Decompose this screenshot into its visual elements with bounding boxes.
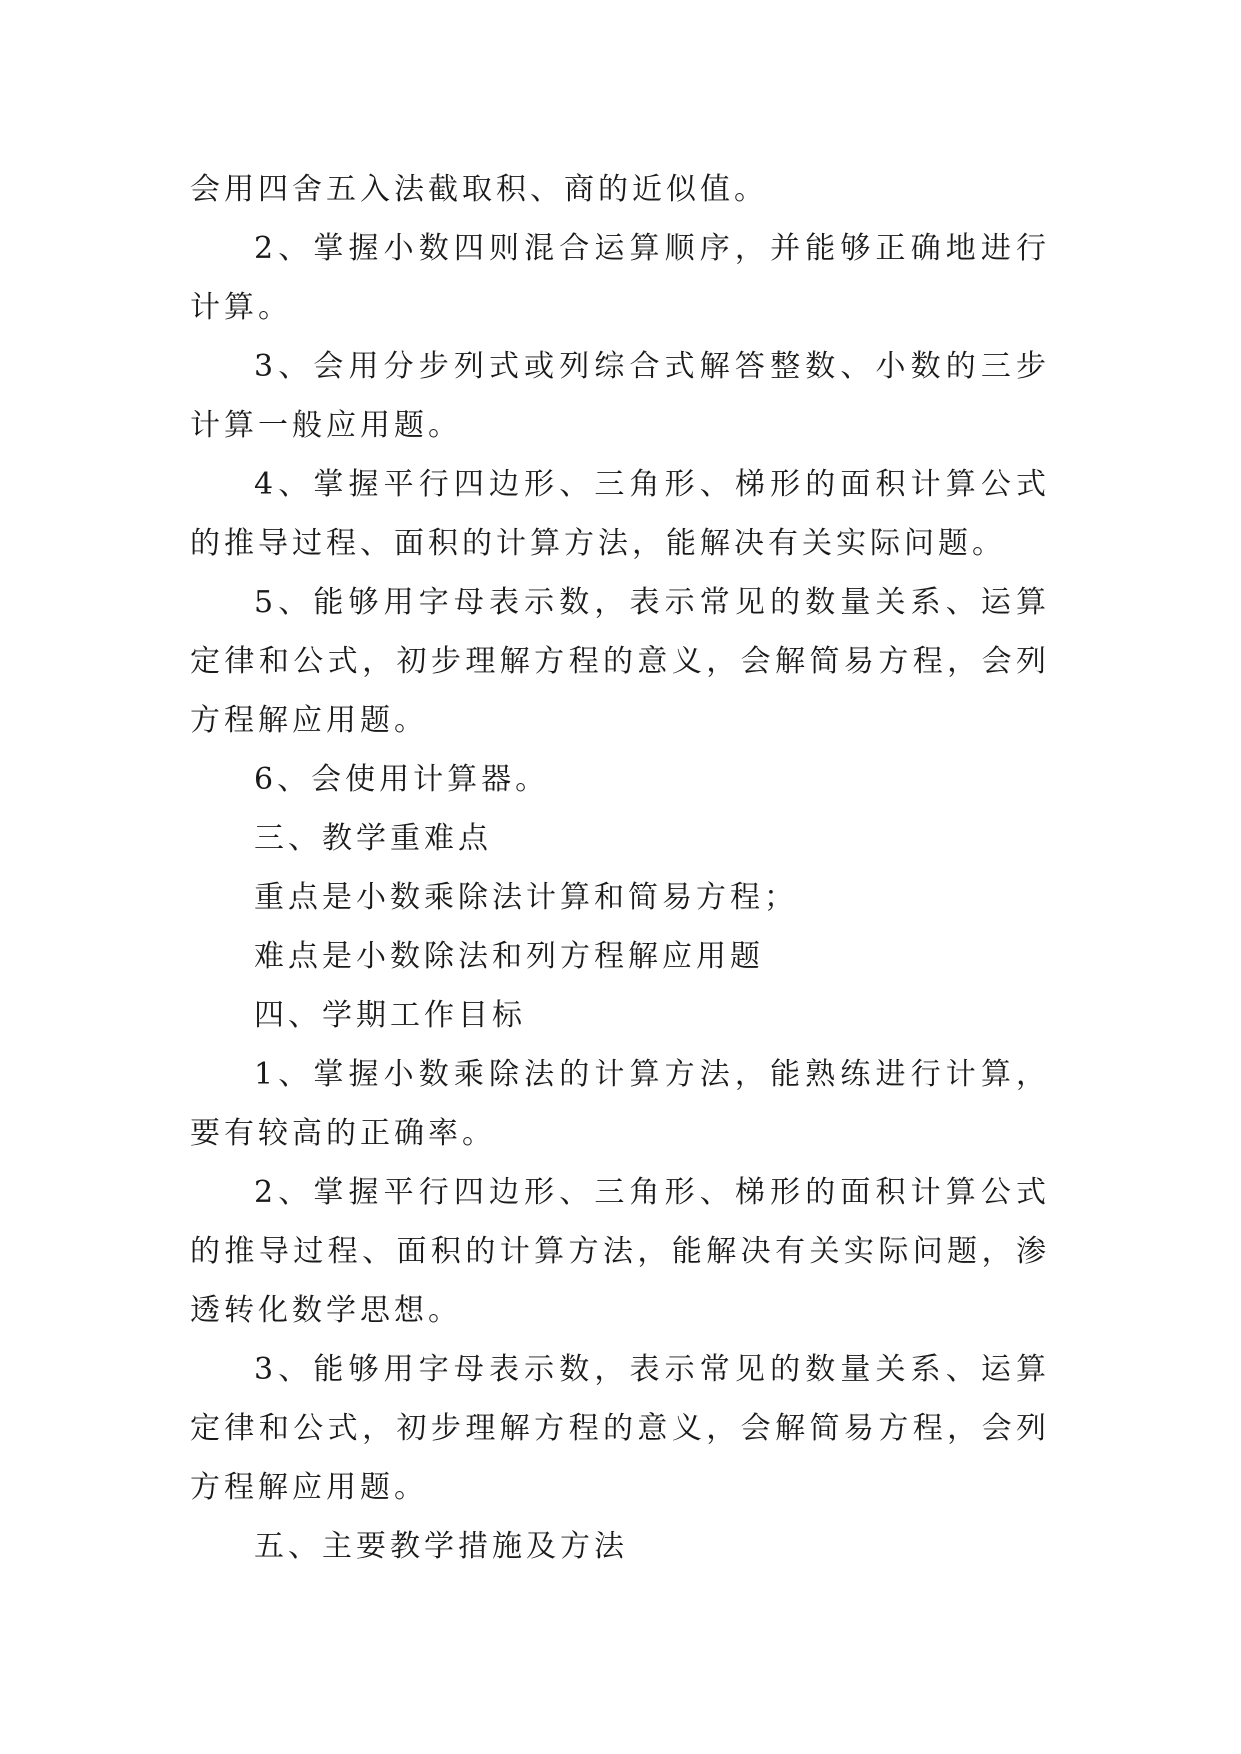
section-heading: 三、教学重难点 <box>254 821 492 856</box>
paragraph: 难点是小数除法和列方程解应用题 <box>254 939 764 974</box>
paragraph: 5、能够用字母表示数，表示常见的数量关系、运算定律和公式，初步理解方程的意义，会解简易方程，会列方程解应用题。 <box>190 585 1050 738</box>
paragraph: 3、会用分步列式或列综合式解答整数、小数的三步计算一般应用题。 <box>190 349 1050 443</box>
paragraph: 3、能够用字母表示数，表示常见的数量关系、运算定律和公式，初步理解方程的意义，会解简易方程，会列方程解应用题。 <box>190 1352 1050 1505</box>
paragraph: 4、掌握平行四边形、三角形、梯形的面积计算公式的推导过程、面积的计算方法，能解决有关实际问题。 <box>190 467 1050 561</box>
paragraph: 2、掌握平行四边形、三角形、梯形的面积计算公式的推导过程、面积的计算方法，能解决有关实际问题，渗透转化数学思想。 <box>190 1175 1050 1328</box>
paragraph: 会用四舍五入法截取积、商的近似值。 <box>190 172 768 207</box>
document-body <box>190 160 1050 1576</box>
section-heading: 四、学期工作目标 <box>254 998 526 1033</box>
paragraph: 1、掌握小数乘除法的计算方法，能熟练进行计算，要有较高的正确率。 <box>190 1057 1050 1151</box>
paragraph: 重点是小数乘除法计算和简易方程； <box>254 880 798 915</box>
paragraph: 2、掌握小数四则混合运算顺序，并能够正确地进行计算。 <box>190 231 1050 325</box>
paragraph: 6、会使用计算器。 <box>254 762 550 797</box>
section-heading: 五、主要教学措施及方法 <box>254 1529 628 1564</box>
